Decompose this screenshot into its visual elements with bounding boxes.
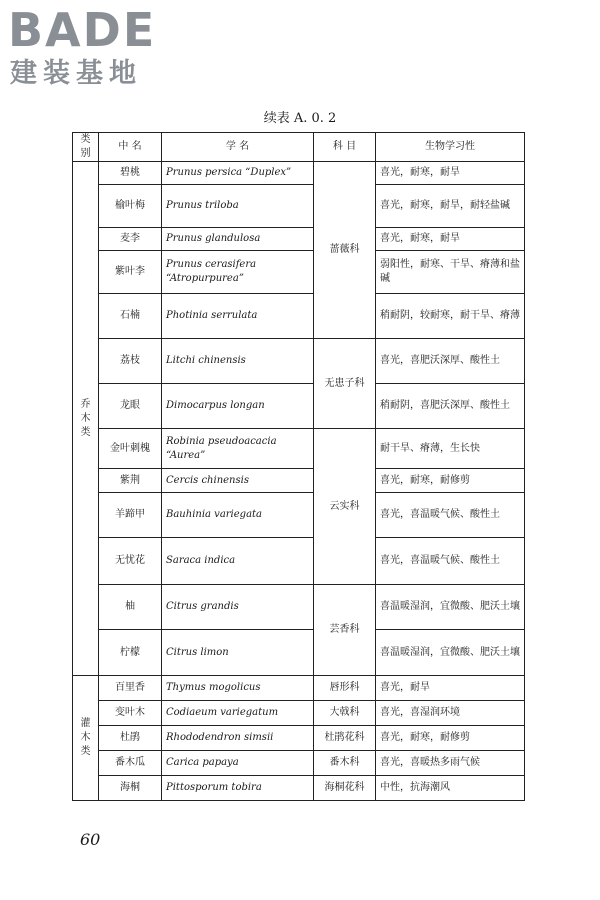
sci-name-cell: Citrus limon bbox=[162, 630, 314, 676]
plant-table bbox=[72, 132, 525, 801]
cn-name-cell: 柚 bbox=[99, 585, 162, 630]
table-row bbox=[73, 384, 525, 429]
habit-cell: 喜光，喜温暖气候、酸性土 bbox=[376, 538, 525, 585]
category-label: 乔木类 bbox=[80, 398, 91, 438]
family-cell: 杜鹃花科 bbox=[314, 726, 376, 751]
table-row bbox=[73, 701, 525, 726]
table-row bbox=[73, 469, 525, 493]
habit-cell: 喜光，耐寒，耐旱 bbox=[376, 228, 525, 251]
table-row bbox=[73, 339, 525, 384]
sci-name-cell: Litchi chinensis bbox=[162, 339, 314, 384]
logo-wordmark: BADE bbox=[8, 3, 157, 57]
habit-cell: 喜光，耐寒，耐旱，耐轻盐碱 bbox=[376, 185, 525, 228]
sci-name-cell: Photinia serrulata bbox=[162, 294, 314, 339]
table-row bbox=[73, 630, 525, 676]
cn-name-cell: 番木瓜 bbox=[99, 751, 162, 776]
table-caption: 续表 A. 0. 2 bbox=[263, 111, 337, 126]
family-cell: 大戟科 bbox=[314, 701, 376, 726]
sci-name-cell: Pittosporum tobira bbox=[162, 776, 314, 801]
cn-name-cell: 紫叶李 bbox=[99, 251, 162, 294]
table-row bbox=[73, 538, 525, 585]
family-cell: 蔷薇科 bbox=[314, 162, 376, 339]
table-row bbox=[73, 585, 525, 630]
sci-name-cell: Prunus glandulosa bbox=[162, 228, 314, 251]
habit-cell: 喜光，耐寒，耐修剪 bbox=[376, 469, 525, 493]
table-row bbox=[73, 493, 525, 538]
cn-name-cell: 榆叶梅 bbox=[99, 185, 162, 228]
sci-name-cell: Prunus triloba bbox=[162, 185, 314, 228]
habit-cell: 喜光，耐寒，耐修剪 bbox=[376, 726, 525, 751]
table-row bbox=[73, 726, 525, 751]
sci-name-cell: Robinia pseudoacacia “Aurea” bbox=[162, 429, 314, 469]
sci-name-cell: Cercis chinensis bbox=[162, 469, 314, 493]
table-row bbox=[73, 676, 525, 701]
table-row bbox=[73, 429, 525, 469]
cn-name-cell: 百里香 bbox=[99, 676, 162, 701]
sci-name-cell: Citrus grandis bbox=[162, 585, 314, 630]
family-cell: 唇形科 bbox=[314, 676, 376, 701]
habit-cell: 喜温暖湿润，宜微酸、肥沃土壤 bbox=[376, 630, 525, 676]
header-family: 科 目 bbox=[314, 133, 376, 162]
habit-cell: 稍耐阴，较耐寒，耐干旱、瘠薄 bbox=[376, 294, 525, 339]
family-cell: 番木科 bbox=[314, 751, 376, 776]
sci-name-cell: Carica papaya bbox=[162, 751, 314, 776]
cn-name-cell: 柠檬 bbox=[99, 630, 162, 676]
cn-name-cell: 龙眼 bbox=[99, 384, 162, 429]
habit-cell: 耐干旱、瘠薄，生长快 bbox=[376, 429, 525, 469]
sci-name-cell: Thymus mogolicus bbox=[162, 676, 314, 701]
logo bbox=[8, 4, 178, 96]
cn-name-cell: 紫荆 bbox=[99, 469, 162, 493]
habit-cell: 中性，抗海潮风 bbox=[376, 776, 525, 801]
cn-name-cell: 石楠 bbox=[99, 294, 162, 339]
page-number: 60 bbox=[80, 830, 101, 849]
header-sci-name: 学 名 bbox=[162, 133, 314, 162]
habit-cell: 喜光，耐旱 bbox=[376, 676, 525, 701]
table-row bbox=[73, 162, 525, 185]
category-cell bbox=[73, 676, 99, 801]
sci-name-cell: Prunus persica “Duplex” bbox=[162, 162, 314, 185]
sci-name-cell: Dimocarpus longan bbox=[162, 384, 314, 429]
table-row bbox=[73, 185, 525, 228]
cn-name-cell: 荔枝 bbox=[99, 339, 162, 384]
category-cell bbox=[73, 162, 99, 676]
sci-name-cell: Bauhinia variegata bbox=[162, 493, 314, 538]
family-cell: 云实科 bbox=[314, 429, 376, 585]
cn-name-cell: 羊蹄甲 bbox=[99, 493, 162, 538]
habit-cell: 喜光，喜温暖气候、酸性土 bbox=[376, 493, 525, 538]
habit-cell: 喜光，喜肥沃深厚、酸性土 bbox=[376, 339, 525, 384]
habit-cell: 喜光，耐寒，耐旱 bbox=[376, 162, 525, 185]
header-cn-name: 中 名 bbox=[99, 133, 162, 162]
habit-cell: 稍耐阴，喜肥沃深厚、酸性土 bbox=[376, 384, 525, 429]
habit-cell: 喜光，喜暖热多雨气候 bbox=[376, 751, 525, 776]
cn-name-cell: 金叶刺槐 bbox=[99, 429, 162, 469]
header-category: 类别 bbox=[73, 133, 99, 162]
table-row bbox=[73, 294, 525, 339]
cn-name-cell: 无忧花 bbox=[99, 538, 162, 585]
habit-cell: 喜光，喜湿润环境 bbox=[376, 701, 525, 726]
cn-name-cell: 杜鹃 bbox=[99, 726, 162, 751]
cn-name-cell: 麦李 bbox=[99, 228, 162, 251]
habit-cell: 弱阳性，耐寒、干旱、瘠薄和盐碱 bbox=[376, 251, 525, 294]
sci-name-cell: Codiaeum variegatum bbox=[162, 701, 314, 726]
category-label: 灌木类 bbox=[80, 718, 91, 757]
family-cell: 芸香科 bbox=[314, 585, 376, 676]
header-habit: 生物学习性 bbox=[376, 133, 525, 162]
cn-name-cell: 碧桃 bbox=[99, 162, 162, 185]
cn-name-cell: 海桐 bbox=[99, 776, 162, 801]
table-row bbox=[73, 776, 525, 801]
table-header-row bbox=[73, 133, 525, 162]
sci-name-cell: Prunus cerasifera “Atropurpurea” bbox=[162, 251, 314, 294]
sci-name-cell: Saraca indica bbox=[162, 538, 314, 585]
cn-name-cell: 变叶木 bbox=[99, 701, 162, 726]
sci-name-cell: Rhododendron simsii bbox=[162, 726, 314, 751]
table-row bbox=[73, 251, 525, 294]
table-row bbox=[73, 751, 525, 776]
logo-chinese-text: 建装基地 bbox=[10, 58, 142, 89]
family-cell: 无患子科 bbox=[314, 339, 376, 429]
habit-cell: 喜温暖湿润，宜微酸、肥沃土壤 bbox=[376, 585, 525, 630]
table-row bbox=[73, 228, 525, 251]
family-cell: 海桐花科 bbox=[314, 776, 376, 801]
